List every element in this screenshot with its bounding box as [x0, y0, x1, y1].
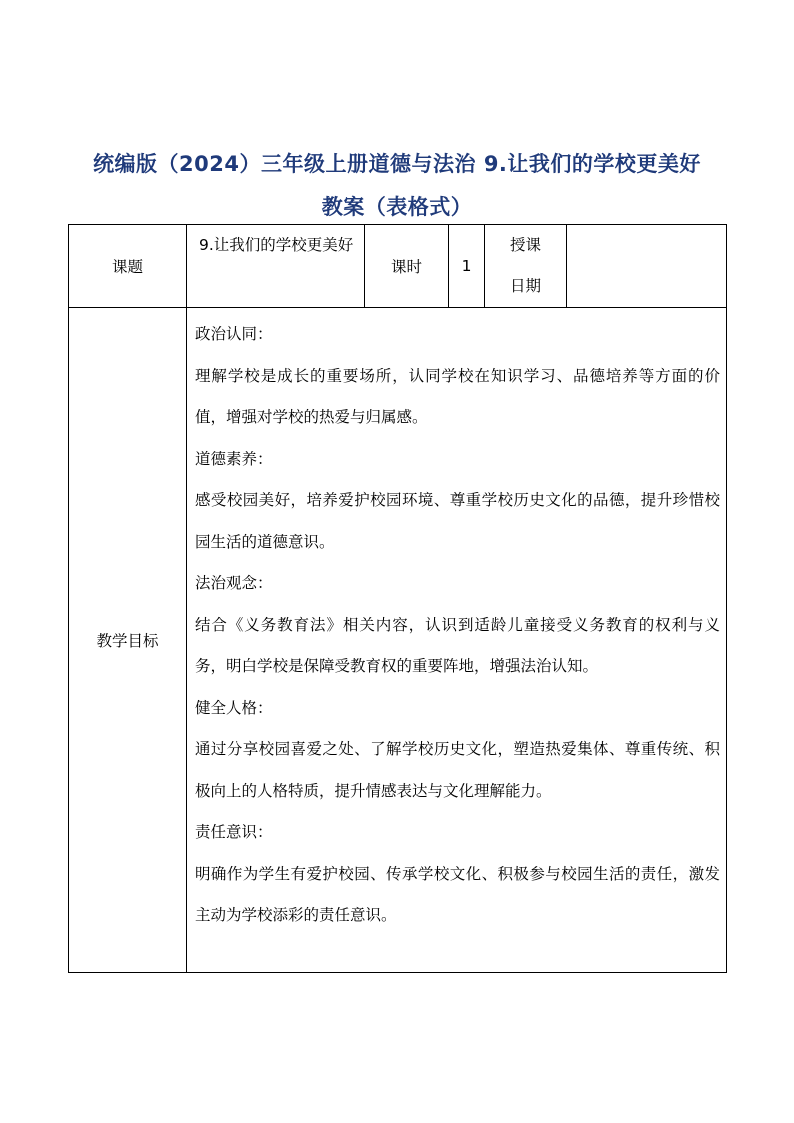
topic-label: 课题 — [69, 225, 187, 308]
objectives-content — [187, 308, 727, 973]
topic-value: 9.让我们的学校更美好 — [187, 225, 365, 308]
document-title-line1: 统编版（2024）三年级上册道德与法治 9.让我们的学校更美好 — [93, 152, 701, 176]
document-title-line2: 教案（表格式） — [321, 195, 473, 219]
objective-text: 明确作为学生有爱护校园、传承学校文化、积极参与校园生活的责任，激发主动为学校添彩的责任意识。 — [195, 864, 720, 924]
objective-heading: 法治观念： — [195, 574, 273, 592]
objective-heading: 道德素养： — [195, 449, 273, 468]
objective-text: 通过分享校园喜爱之处、了解学校历史文化，塑造热爱集体、尊重传统、积极向上的人格特质，提升情感表达与文化理解能力。 — [195, 740, 720, 800]
objectives-label: 教学目标 — [69, 308, 187, 973]
date-value — [567, 225, 727, 308]
objective-heading: 责任意识： — [195, 823, 273, 841]
objective-text: 理解学校是成长的重要场所，认同学校在知识学习、品德培养等方面的价值，增强对学校的热爱与归属感。 — [195, 366, 720, 426]
lesson-plan-table — [68, 224, 727, 973]
objectives-row — [69, 308, 727, 973]
header-row — [69, 225, 727, 308]
objective-heading: 政治认同： — [195, 325, 273, 343]
objective-text: 结合《义务教育法》相关内容，认识到适龄儿童接受义务教育的权利与义务，明白学校是保障受教育权的重要阵地，增强法治认知。 — [195, 615, 720, 675]
period-label: 课时 — [365, 225, 449, 308]
period-value: 1 — [449, 225, 485, 308]
objective-heading: 健全人格： — [195, 698, 273, 717]
date-label-text: 授课日期 — [509, 236, 541, 295]
date-label — [485, 225, 567, 308]
objective-text: 感受校园美好，培养爱护校园环境、尊重学校历史文化的品德，提升珍惜校园生活的道德意识。 — [195, 491, 720, 551]
